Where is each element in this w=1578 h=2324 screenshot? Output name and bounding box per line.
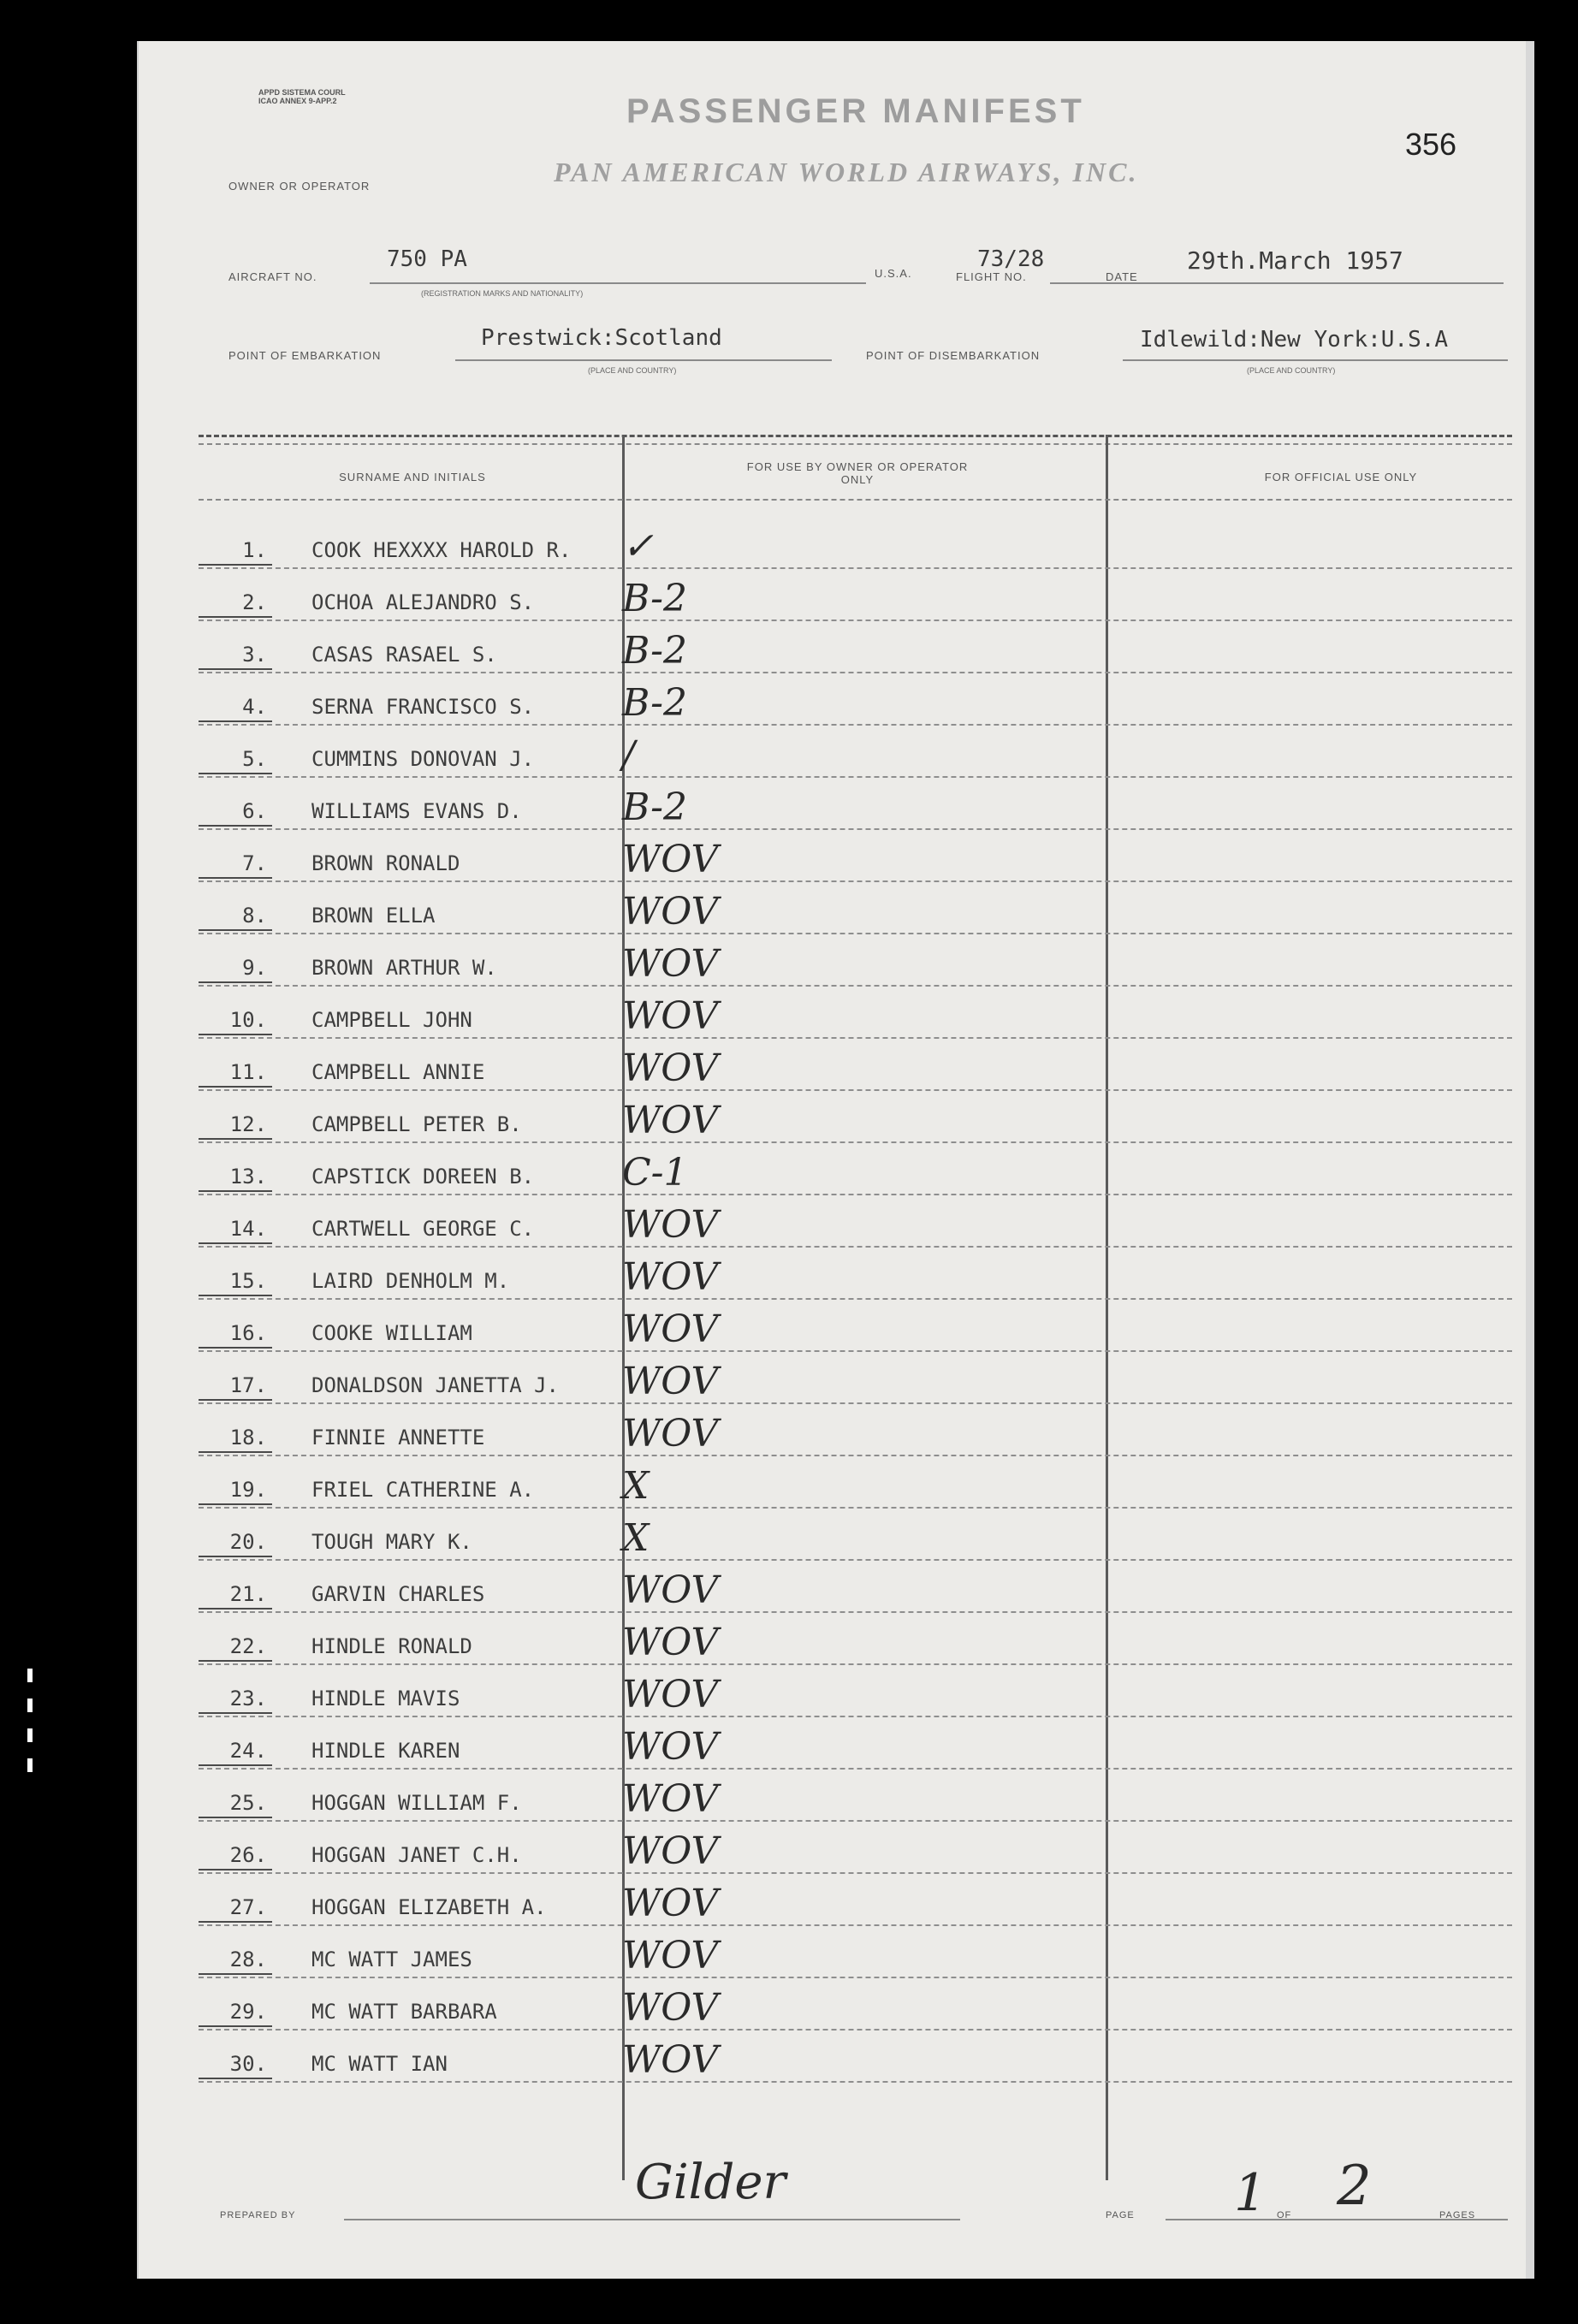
- passenger-name: CUMMINS DONOVAN J.: [311, 747, 535, 771]
- operator-note: WOV: [622, 1360, 719, 1403]
- passenger-name: SERNA FRANCISCO S.: [311, 695, 535, 719]
- operator-note: B-2: [622, 786, 688, 829]
- row-number: 15.: [199, 1269, 267, 1293]
- passenger-name: WILLIAMS EVANS D.: [311, 799, 522, 823]
- operator-note: WOV: [622, 942, 719, 986]
- passenger-name: COOKE WILLIAM: [311, 1321, 472, 1345]
- flight-value: 73/28: [977, 246, 1045, 272]
- operator-note: WOV: [622, 1673, 719, 1716]
- row-number: 16.: [199, 1321, 267, 1345]
- passenger-name: OCHOA ALEJANDRO S.: [311, 590, 535, 614]
- table-row: [199, 620, 1512, 672]
- row-number: 28.: [199, 1948, 267, 1971]
- embark-label: POINT OF EMBARKATION: [228, 349, 382, 362]
- page-title: PASSENGER MANIFEST: [626, 92, 1085, 130]
- operator-note: WOV: [622, 1568, 719, 1612]
- passenger-name: HOGGAN WILLIAM F.: [311, 1791, 522, 1815]
- passenger-name: TOUGH MARY K.: [311, 1530, 472, 1554]
- embark-value: Prestwick:Scotland: [481, 325, 722, 351]
- table-row: [199, 1769, 1512, 1820]
- table-row: [199, 1612, 1512, 1663]
- row-number: 22.: [199, 1634, 267, 1658]
- disembark-label: POINT OF DISEMBARKATION: [866, 349, 1041, 362]
- table-row: [199, 1247, 1512, 1298]
- passenger-name: GARVIN CHARLES: [311, 1582, 485, 1606]
- row-number: 21.: [199, 1582, 267, 1606]
- row-number: 26.: [199, 1843, 267, 1867]
- manifest-sheet: [137, 41, 1529, 2279]
- table-row: [199, 934, 1512, 985]
- operator-note: WOV: [622, 838, 719, 881]
- scan-mark: [27, 1699, 33, 1712]
- form-code: APPD SISTEMA COURL ICAO ANNEX 9-APP.2: [258, 88, 346, 105]
- row-number: 11.: [199, 1060, 267, 1084]
- passenger-name: CARTWELL GEORGE C.: [311, 1217, 535, 1241]
- prepared-label: PREPARED BY: [220, 2210, 296, 2220]
- date-underline: [1161, 282, 1504, 284]
- table-row: [199, 516, 1512, 567]
- usa-label: U.S.A.: [875, 267, 912, 280]
- table-row: [199, 1716, 1512, 1768]
- prepared-underline: [344, 2219, 960, 2220]
- row-number: 7.: [199, 851, 267, 875]
- passenger-name: CAMPBELL ANNIE: [311, 1060, 485, 1084]
- passenger-name: FRIEL CATHERINE A.: [311, 1478, 535, 1502]
- page-number: 1: [1234, 2163, 1267, 2223]
- scan-mark: [27, 1669, 33, 1682]
- signature: Gilder: [635, 2155, 786, 2210]
- date-value: 29th.March 1957: [1187, 246, 1403, 275]
- row-number: 30.: [199, 2052, 267, 2076]
- table-row: [199, 673, 1512, 724]
- row-divider: [199, 2081, 1512, 2083]
- row-number: 25.: [199, 1791, 267, 1815]
- operator-note: WOV: [622, 2038, 719, 2082]
- passenger-name: CASAS RASAEL S.: [311, 643, 497, 667]
- operator-note: WOV: [622, 1934, 719, 1977]
- row-number: 29.: [199, 2000, 267, 2024]
- table-row: [199, 1038, 1512, 1089]
- table-row: [199, 881, 1512, 933]
- table-row: [199, 1925, 1512, 1977]
- document-number: 356: [1405, 127, 1457, 162]
- row-number: 23.: [199, 1687, 267, 1710]
- row-number: 24.: [199, 1739, 267, 1763]
- passenger-name: BROWN ELLA: [311, 904, 436, 928]
- row-number: 13.: [199, 1165, 267, 1189]
- row-number: 3.: [199, 643, 267, 667]
- operator-note: /: [622, 733, 635, 777]
- flight-label: FLIGHT NO.: [956, 270, 1027, 283]
- aircraft-value: 750 PA: [387, 246, 467, 272]
- row-number: 8.: [199, 904, 267, 928]
- owner-label: OWNER OR OPERATOR: [228, 180, 371, 193]
- passenger-name: HINDLE KAREN: [311, 1739, 460, 1763]
- table-row: [199, 986, 1512, 1037]
- operator-note: WOV: [622, 1412, 719, 1455]
- table-row: [199, 568, 1512, 620]
- row-number: 1.: [199, 538, 267, 562]
- passenger-name: LAIRD DENHOLM M.: [311, 1269, 510, 1293]
- pages-label: PAGES: [1439, 2210, 1476, 2220]
- operator-note: WOV: [622, 890, 719, 934]
- operator-note: WOV: [622, 1777, 719, 1821]
- operator-note: WOV: [622, 994, 719, 1038]
- passenger-name: DONALDSON JANETTA J.: [311, 1373, 559, 1397]
- passenger-table: [199, 435, 1512, 2180]
- table-row: [199, 1299, 1512, 1350]
- table-row: [199, 1195, 1512, 1246]
- table-row: [199, 1142, 1512, 1194]
- embark-underline: [455, 359, 832, 361]
- operator-note: X: [622, 1464, 650, 1508]
- row-number: 14.: [199, 1217, 267, 1241]
- col-header-surname: SURNAME AND INITIALS: [339, 471, 486, 483]
- passenger-name: COOK HEXXXX HAROLD R.: [311, 538, 572, 562]
- table-row: [199, 1090, 1512, 1141]
- operator-note: WOV: [622, 1829, 719, 1873]
- disembark-value: Idlewild:New York:U.S.A: [1140, 327, 1449, 353]
- operator-note: WOV: [622, 1203, 719, 1247]
- operator-note: C-1: [622, 1151, 688, 1195]
- operator-note: X: [622, 1516, 650, 1560]
- operator-note: WOV: [622, 1255, 719, 1299]
- passenger-name: BROWN ARTHUR W.: [311, 956, 497, 980]
- table-top-border-inner: [199, 443, 1512, 445]
- scan-mark: [27, 1728, 33, 1742]
- disembark-sub-label: (PLACE AND COUNTRY): [1247, 366, 1336, 375]
- row-number: 19.: [199, 1478, 267, 1502]
- row-number: 17.: [199, 1373, 267, 1397]
- embark-sub-label: (PLACE AND COUNTRY): [588, 366, 677, 375]
- operator-note: WOV: [622, 1307, 719, 1351]
- operator-note: ✓: [622, 525, 654, 568]
- table-row: [199, 829, 1512, 880]
- total-pages: 2: [1337, 2155, 1372, 2218]
- table-row: [199, 1403, 1512, 1455]
- table-row: [199, 1508, 1512, 1559]
- table-row: [199, 1977, 1512, 2029]
- table-row: [199, 1560, 1512, 1611]
- row-number: 20.: [199, 1530, 267, 1554]
- passenger-name: HOGGAN ELIZABETH A.: [311, 1895, 547, 1919]
- operator-note: B-2: [622, 577, 688, 620]
- row-number: 6.: [199, 799, 267, 823]
- row-number: 5.: [199, 747, 267, 771]
- table-row: [199, 777, 1512, 828]
- operator-note: WOV: [622, 1046, 719, 1090]
- aircraft-sub-label: (REGISTRATION MARKS AND NATIONALITY): [421, 289, 584, 298]
- date-label: DATE: [1106, 270, 1138, 283]
- header-divider: [199, 499, 1512, 501]
- row-number: 4.: [199, 695, 267, 719]
- col-header-owner: FOR USE BY OWNER OR OPERATOR ONLY: [746, 460, 969, 486]
- aircraft-label: AIRCRAFT NO.: [228, 270, 317, 283]
- row-number: 2.: [199, 590, 267, 614]
- table-top-border: [199, 435, 1512, 437]
- operator-note: B-2: [622, 681, 688, 725]
- operator-note: WOV: [622, 1099, 719, 1142]
- operator-note: WOV: [622, 1621, 719, 1664]
- operator-note: WOV: [622, 1986, 719, 2030]
- passenger-name: BROWN RONALD: [311, 851, 460, 875]
- row-number: 18.: [199, 1426, 267, 1450]
- passenger-name: CAMPBELL JOHN: [311, 1008, 472, 1032]
- operator-note: WOV: [622, 1882, 719, 1925]
- disembark-underline: [1123, 359, 1508, 361]
- row-number: 12.: [199, 1112, 267, 1136]
- passenger-name: HINDLE MAVIS: [311, 1687, 460, 1710]
- table-row: [199, 1455, 1512, 1507]
- page-label: PAGE: [1106, 2210, 1135, 2220]
- table-row: [199, 1873, 1512, 1924]
- table-row: [199, 1351, 1512, 1402]
- passenger-name: MC WATT IAN: [311, 2052, 448, 2076]
- passenger-name: HOGGAN JANET C.H.: [311, 1843, 522, 1867]
- row-number: 27.: [199, 1895, 267, 1919]
- table-row: [199, 1664, 1512, 1716]
- col-header-official: FOR OFFICIAL USE ONLY: [1264, 471, 1418, 483]
- passenger-name: CAMPBELL PETER B.: [311, 1112, 522, 1136]
- scan-mark: [27, 1758, 33, 1772]
- table-row: [199, 1821, 1512, 1872]
- page-edge: [1526, 41, 1534, 2279]
- table-row: [199, 2030, 1512, 2081]
- table-row: [199, 725, 1512, 776]
- row-number: 9.: [199, 956, 267, 980]
- of-label: OF: [1277, 2210, 1292, 2220]
- passenger-name: FINNIE ANNETTE: [311, 1426, 485, 1450]
- operator-note: B-2: [622, 629, 688, 673]
- passenger-name: HINDLE RONALD: [311, 1634, 472, 1658]
- owner-value: PAN AMERICAN WORLD AIRWAYS, INC.: [554, 157, 1139, 187]
- aircraft-underline: [370, 282, 866, 284]
- passenger-name: CAPSTICK DOREEN B.: [311, 1165, 535, 1189]
- operator-note: WOV: [622, 1725, 719, 1769]
- passenger-name: MC WATT JAMES: [311, 1948, 472, 1971]
- row-number: 10.: [199, 1008, 267, 1032]
- passenger-name: MC WATT BARBARA: [311, 2000, 497, 2024]
